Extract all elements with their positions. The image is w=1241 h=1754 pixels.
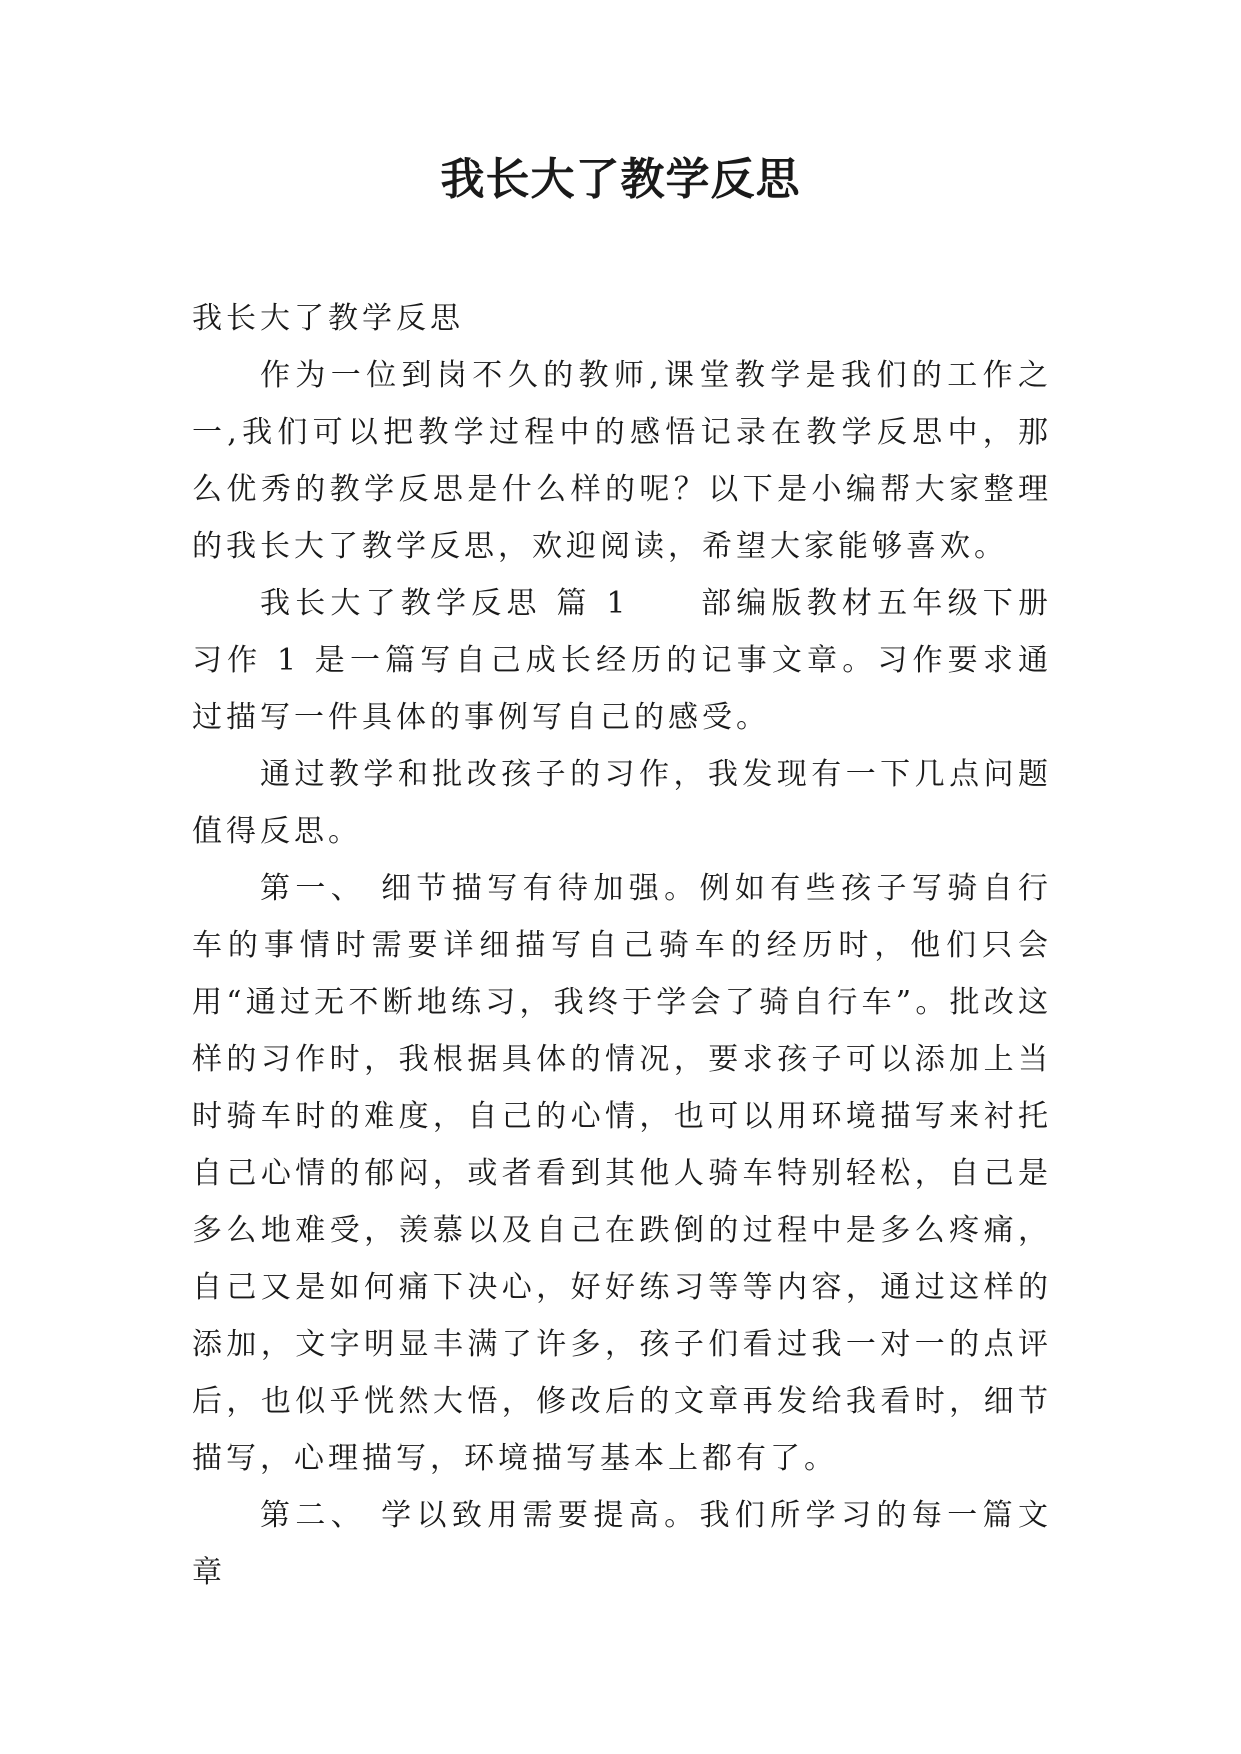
paragraph-problems: 通过教学和批改孩子的习作，我发现有一下几点问题值得反思。 <box>192 757 1052 849</box>
paragraph-point-1: 第一、 细节描写有待加强。例如有些孩子写骑自行车的事情时需要详细描写自己骑车的经历时，他们只会用“通过无不断地练习，我终于学会了骑自行车”。批改这样的习作时，我根据具体的情况，要求孩子可以添加上当时骑车时的难度，自己的心情，也可以用环境描写来衬托自己心情的郁闷，或者看到其他人骑车特别轻松，自己是多么地难受，羡慕以及自己在跌倒的过程中是多么疼痛，自己又是如何痛下决心，好好练习等等内容，通过这样的添加，文字明显丰满了许多，孩子们看过我一对一的点评后，也似乎恍然大悟，修改后的文章再发给我看时，细节描写，心理描写，环境描写基本上都有了。 <box>192 871 1052 1476</box>
paragraph-point-2: 第二、 学以致用需要提高。我们所学习的每一篇文章 <box>192 1498 1052 1590</box>
document-body <box>192 290 1052 1601</box>
paragraph-intro: 作为一位到岗不久的教师,课堂教学是我们的工作之一,我们可以把教学过程中的感悟记录在教学反思中，那么优秀的教学反思是什么样的呢？以下是小编帮大家整理的我长大了教学反思，欢迎阅读，希望大家能够喜欢。 <box>192 358 1052 564</box>
document-title: 我长大了教学反思 <box>440 154 801 205</box>
document-subtitle: 我长大了教学反思 <box>192 301 464 336</box>
paragraph-section-1: 我长大了教学反思 篇 1 部编版教材五年级下册习作 1 是一篇写自己成长经历的记事文章。习作要求通过描写一件具体的事例写自己的感受。 <box>192 586 1052 735</box>
